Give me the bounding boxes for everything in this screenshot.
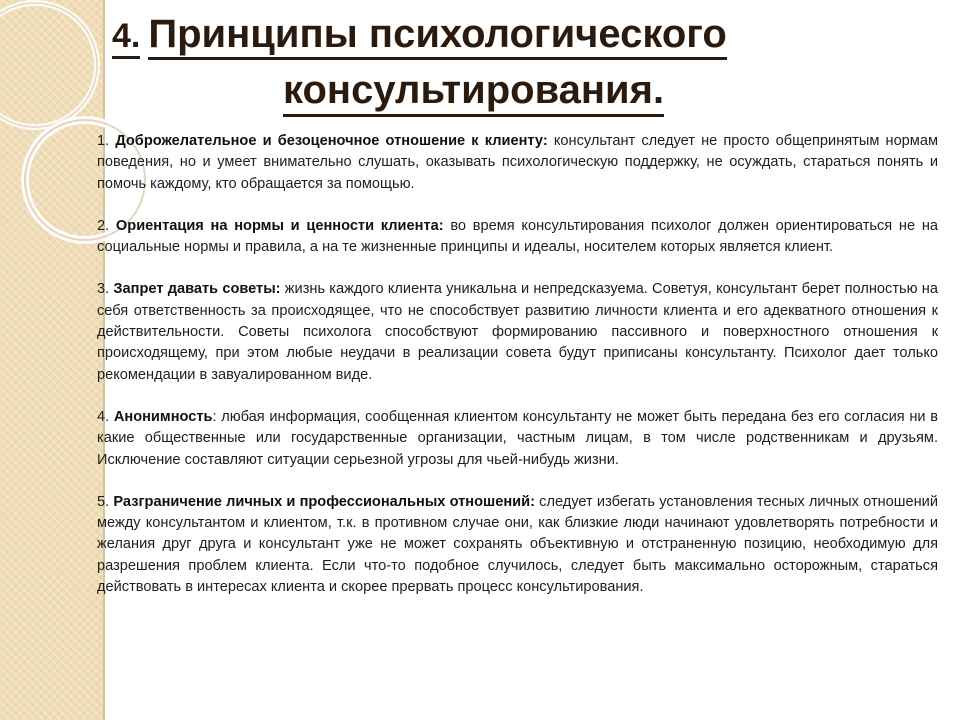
principle-text: : любая информация, сообщенная клиентом консультанту не может быть передана без его согласия ни в какие общественные или государственные организации, частным лицам, в том числе родственникам и друзьям. Исключение составляют ситуации серьезной угрозы для чьей-нибудь жизни. (97, 408, 938, 468)
principle-number: 1. (97, 133, 110, 149)
principle-2 (97, 216, 938, 259)
principle-5 (97, 492, 938, 598)
principle-3 (97, 279, 938, 385)
principle-term: Разграничение личных и профессиональных отношений: (113, 493, 535, 510)
principle-1 (97, 131, 938, 195)
principle-text: консультант следует не просто общепринятым нормам поведения, но и умеет внимательно слушать, оказывать психологическую поддержку, не осуждать, стараться понять и помочь каждому, кто обращается за помощью. (97, 133, 938, 192)
title-line-1: Принципы психологического (148, 12, 726, 60)
principle-text: во время консультирования психолог должен ориентироваться не на социальные нормы и правила, а на те жизненные принципы и идеалы, носителем которых является клиент. (97, 217, 939, 256)
principle-term: Доброжелательное и безоценочное отношение к клиенту: (115, 133, 548, 149)
principles-list (97, 131, 938, 619)
principle-text: следует избегать установления тесных личных отношений между консультантом и клиентом, т.к. в противном случае они, как близкие люди начинают удовлетворять потребности и желания друг друга и консультант уже не может сохранять объективную и отстраненную позицию, необходимую для разрешения проблем клиента. Если что-то подобное случилось, следует быть максимально осторожным, стараться действовать в интересах клиента и скорее прервать процесс консультирования. (97, 493, 938, 596)
principle-term: Запрет давать советы: (113, 281, 281, 298)
principle-4 (97, 407, 938, 471)
title-number: 4. (112, 17, 140, 59)
principle-term: Анонимность (113, 408, 213, 425)
principle-number: 5. (97, 493, 110, 510)
title-line-2: консультирования. (283, 68, 664, 117)
principle-number: 4. (97, 408, 110, 425)
principle-term: Ориентация на нормы и ценности клиента: (115, 217, 444, 234)
principle-number: 3. (97, 281, 110, 298)
principle-number: 2. (97, 217, 110, 234)
principle-text: жизнь каждого клиента уникальна и непредсказуема. Советуя, консультант берет полностью на себя ответственность за происходящее, что не способствует развитию личности клиента и его адекватного отношения к действительности. Советы психолога способствуют формированию пассивного и поверхностного отношения к происходящему, при этом любые неудачи в реализации совета будут приписаны консультанту. Психолог дает только рекомендации в завуалированном виде. (97, 281, 938, 383)
decorative-side-strip (0, 0, 103, 720)
